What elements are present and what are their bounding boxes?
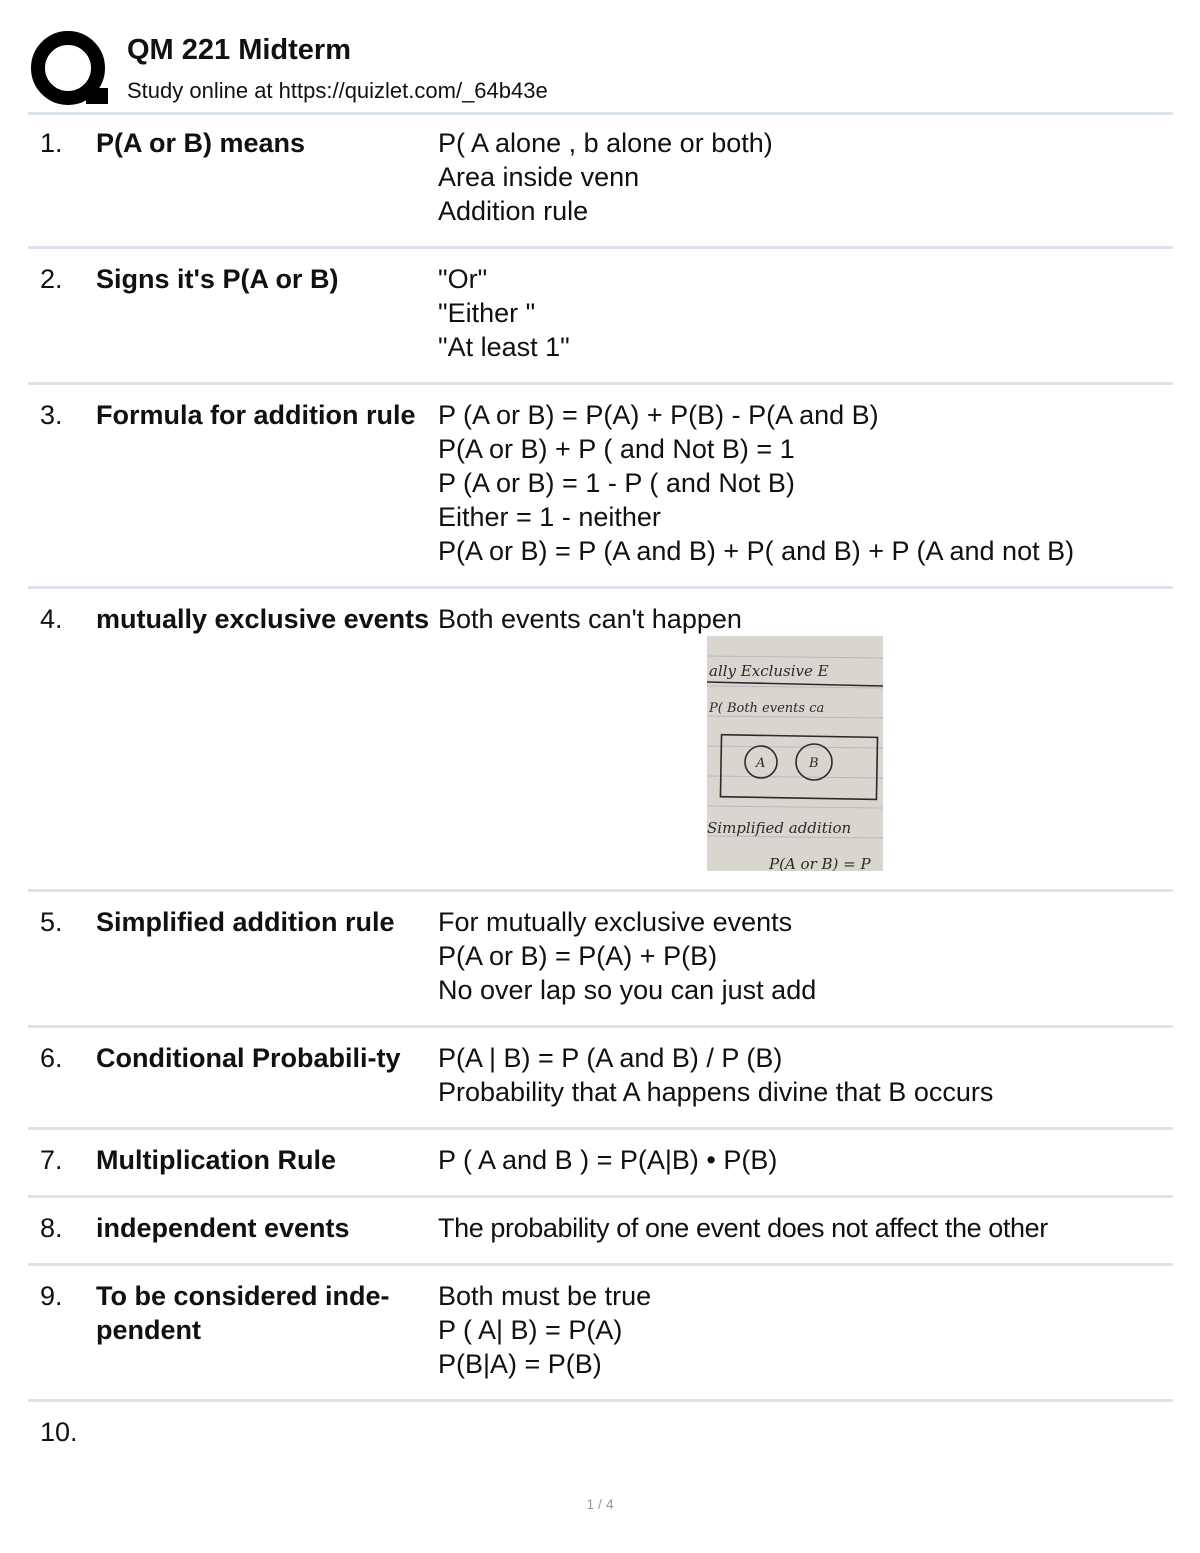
card-row (28, 1130, 1173, 1198)
card-term: Multiplication Rule (96, 1145, 336, 1175)
card-number: 8. (40, 1213, 63, 1243)
card-row (28, 1266, 1173, 1402)
note-text: P( Both events ca (709, 701, 825, 716)
handwritten-notes-image (707, 636, 883, 871)
card-definition: P( A alone , b alone or both) Area inside venn Addition rule (438, 128, 773, 226)
card-definition: P ( A and B ) = P(A|B) • P(B) (438, 1145, 778, 1175)
document-title: QM 221 Midterm (127, 34, 351, 66)
card-number: 3. (40, 400, 63, 430)
card-number: 1. (40, 128, 63, 158)
card-row (28, 385, 1173, 589)
note-text: P(A or B) = P (769, 855, 871, 871)
card-definition: The probability of one event does not affect the other (438, 1213, 1048, 1243)
note-text: B (809, 756, 819, 771)
card-row (28, 113, 1173, 249)
card-row (28, 1198, 1173, 1266)
card-term: mutually exclusive events (96, 604, 430, 634)
card-definition: Both events can't happen (438, 604, 742, 634)
card-number: 10. (40, 1417, 78, 1447)
card-definition: Both must be true P ( A| B) = P(A) P(B|A) = P(B) (438, 1281, 652, 1379)
card-row (28, 589, 1173, 892)
card-term: Simplified addition rule (96, 907, 395, 937)
card-term (96, 1415, 438, 1449)
card-definition: P (A or B) = P(A) + P(B) - P(A and B) P(A or B) + P ( and Not B) = 1 P (A or B) = 1 - P ( and Not B) Either = 1 - neither P(A or B) = P (A and B) + P( and B) + P (A and not B) (438, 400, 1075, 566)
card-definition: P(A | B) = P (A and B) / P (B) Probability that A happens divine that B occurs (438, 1043, 994, 1107)
document-header (30, 28, 1172, 112)
card-definition: "Or" "Either " "At least 1" (438, 264, 570, 362)
note-text: ally Exclusive E (709, 662, 829, 680)
card-number: 4. (40, 604, 63, 634)
card-term: independent events (96, 1213, 350, 1243)
flashcard-list (28, 113, 1173, 1467)
card-definition (438, 1415, 1173, 1449)
card-term: Signs it's P(A or B) (96, 264, 339, 294)
card-number: 9. (40, 1281, 63, 1311)
quizlet-logo-icon (30, 30, 110, 110)
card-definition: For mutually exclusive events P(A or B) = P(A) + P(B) No over lap so you can just add (438, 907, 817, 1005)
card-row (28, 1028, 1173, 1130)
note-text: Simplified addition (707, 819, 852, 837)
card-number: 6. (40, 1043, 63, 1073)
card-row (28, 249, 1173, 385)
card-term: To be considered inde-pendent (96, 1281, 390, 1345)
card-row (28, 1402, 1173, 1467)
card-row (28, 892, 1173, 1028)
card-term: Formula for addition rule (96, 400, 416, 430)
page-number: 1 / 4 (586, 1496, 614, 1512)
card-number: 2. (40, 264, 63, 294)
note-text: A (756, 756, 766, 771)
card-number: 5. (40, 907, 63, 937)
card-term: Conditional Probabili-ty (96, 1043, 401, 1073)
card-term: P(A or B) means (96, 128, 306, 158)
card-number: 7. (40, 1145, 63, 1175)
study-online-link[interactable]: Study online at https://quizlet.com/_64b43e (127, 78, 548, 103)
